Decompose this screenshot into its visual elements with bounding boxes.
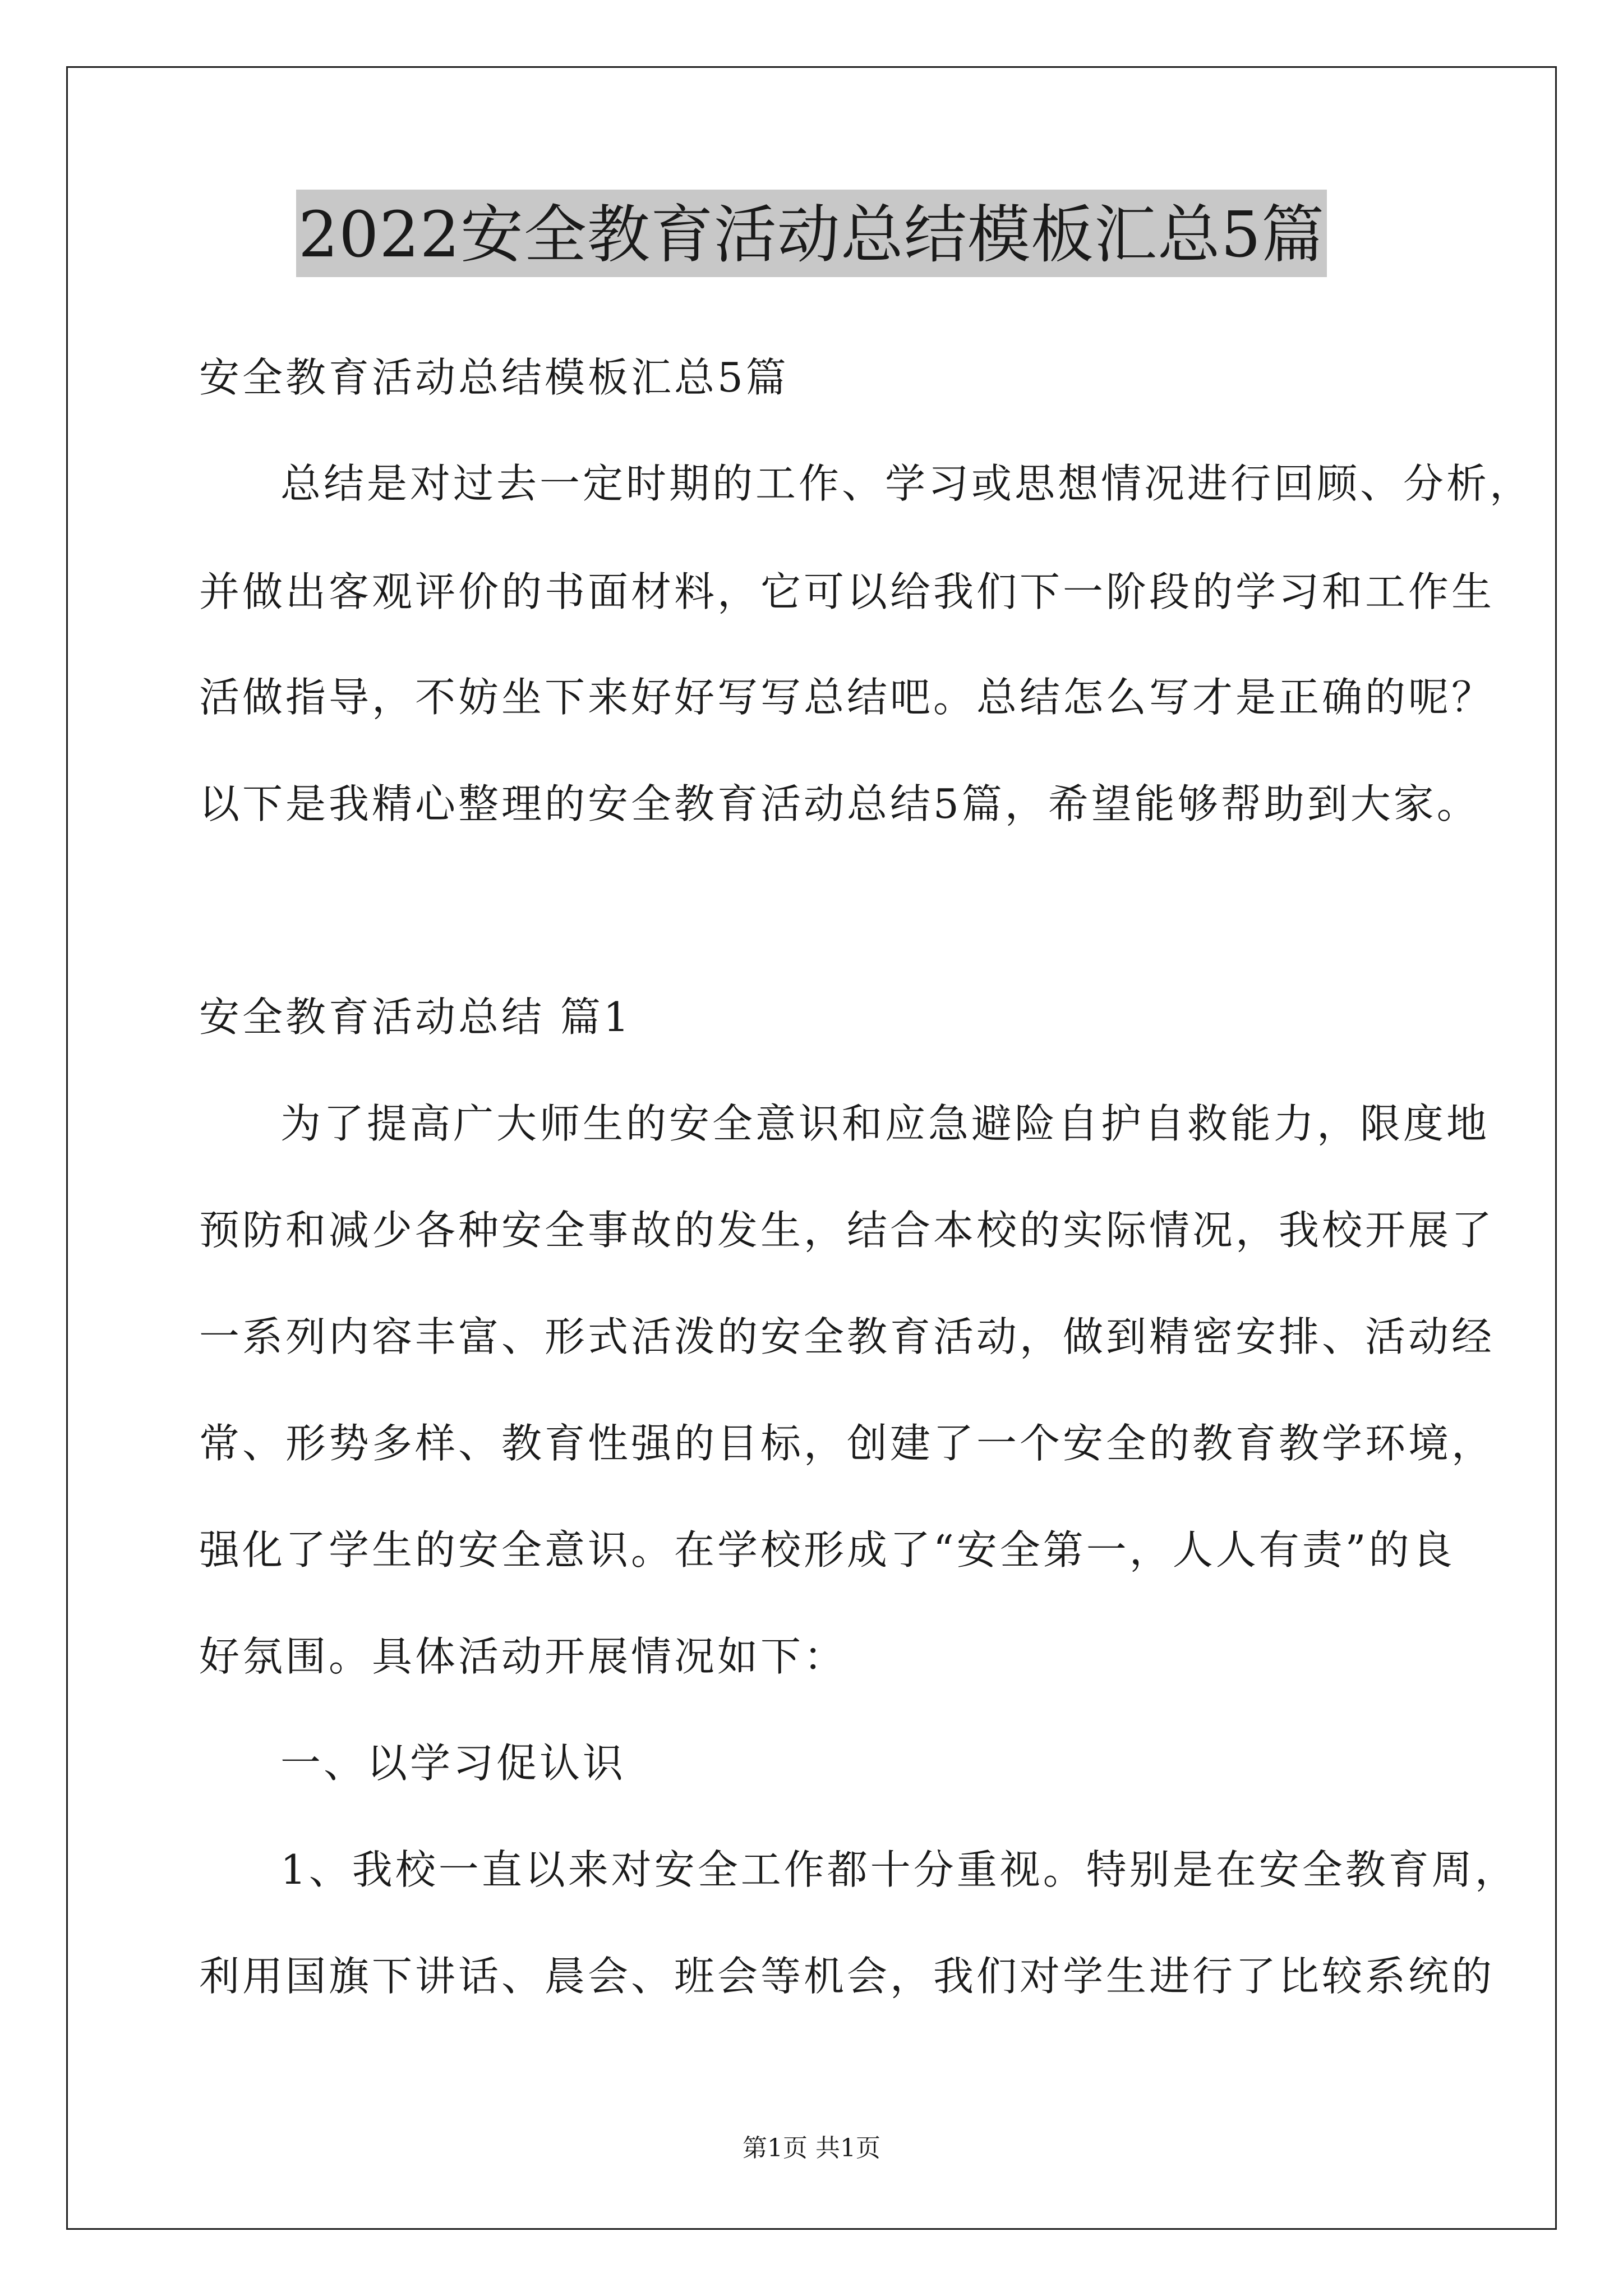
intro-line: 并做出客观评价的书面材料，它可以给我们下一阶段的学习和工作生 [199, 568, 1495, 615]
intro-line: 活做指导，不妨坐下来好好写写总结吧。总结怎么写才是正确的呢？ [199, 674, 1495, 721]
body-line: 为了提高广大师生的安全意识和应急避险自护自救能力，限度地 [280, 1100, 1490, 1147]
document-subtitle: 安全教育活动总结模板汇总5篇 [199, 354, 789, 401]
item-line: 利用国旗下讲话、晨会、班会等机会，我们对学生进行了比较系统的 [199, 1953, 1495, 2000]
sub-heading: 一、以学习促认识 [280, 1740, 626, 1787]
intro-line: 总结是对过去一定时期的工作、学习或思想情况进行回顾、分析， [280, 460, 1533, 507]
body-line: 预防和减少各种安全事故的发生，结合本校的实际情况，我校开展了 [199, 1207, 1495, 1254]
body-line: 好氛围。具体活动开展情况如下： [199, 1633, 847, 1680]
section-heading: 安全教育活动总结 篇1 [199, 993, 632, 1041]
body-line: 强化了学生的安全意识。在学校形成了“安全第一，人人有责”的良 [199, 1526, 1455, 1573]
body-line: 常、形势多样、教育性强的目标，创建了一个安全的教育教学环境， [199, 1420, 1495, 1467]
body-line: 一系列内容丰富、形式活泼的安全教育活动，做到精密安排、活动经 [199, 1313, 1495, 1360]
document-title: 2022安全教育活动总结模板汇总5篇 [296, 190, 1327, 277]
intro-line: 以下是我精心整理的安全教育活动总结5篇，希望能够帮助到大家。 [199, 780, 1480, 827]
title-container [0, 190, 1623, 277]
page-footer: 第1页 共1页 [743, 2134, 880, 2162]
item-line: 1、我校一直以来对安全工作都十分重视。特别是在安全教育周， [280, 1846, 1518, 1893]
